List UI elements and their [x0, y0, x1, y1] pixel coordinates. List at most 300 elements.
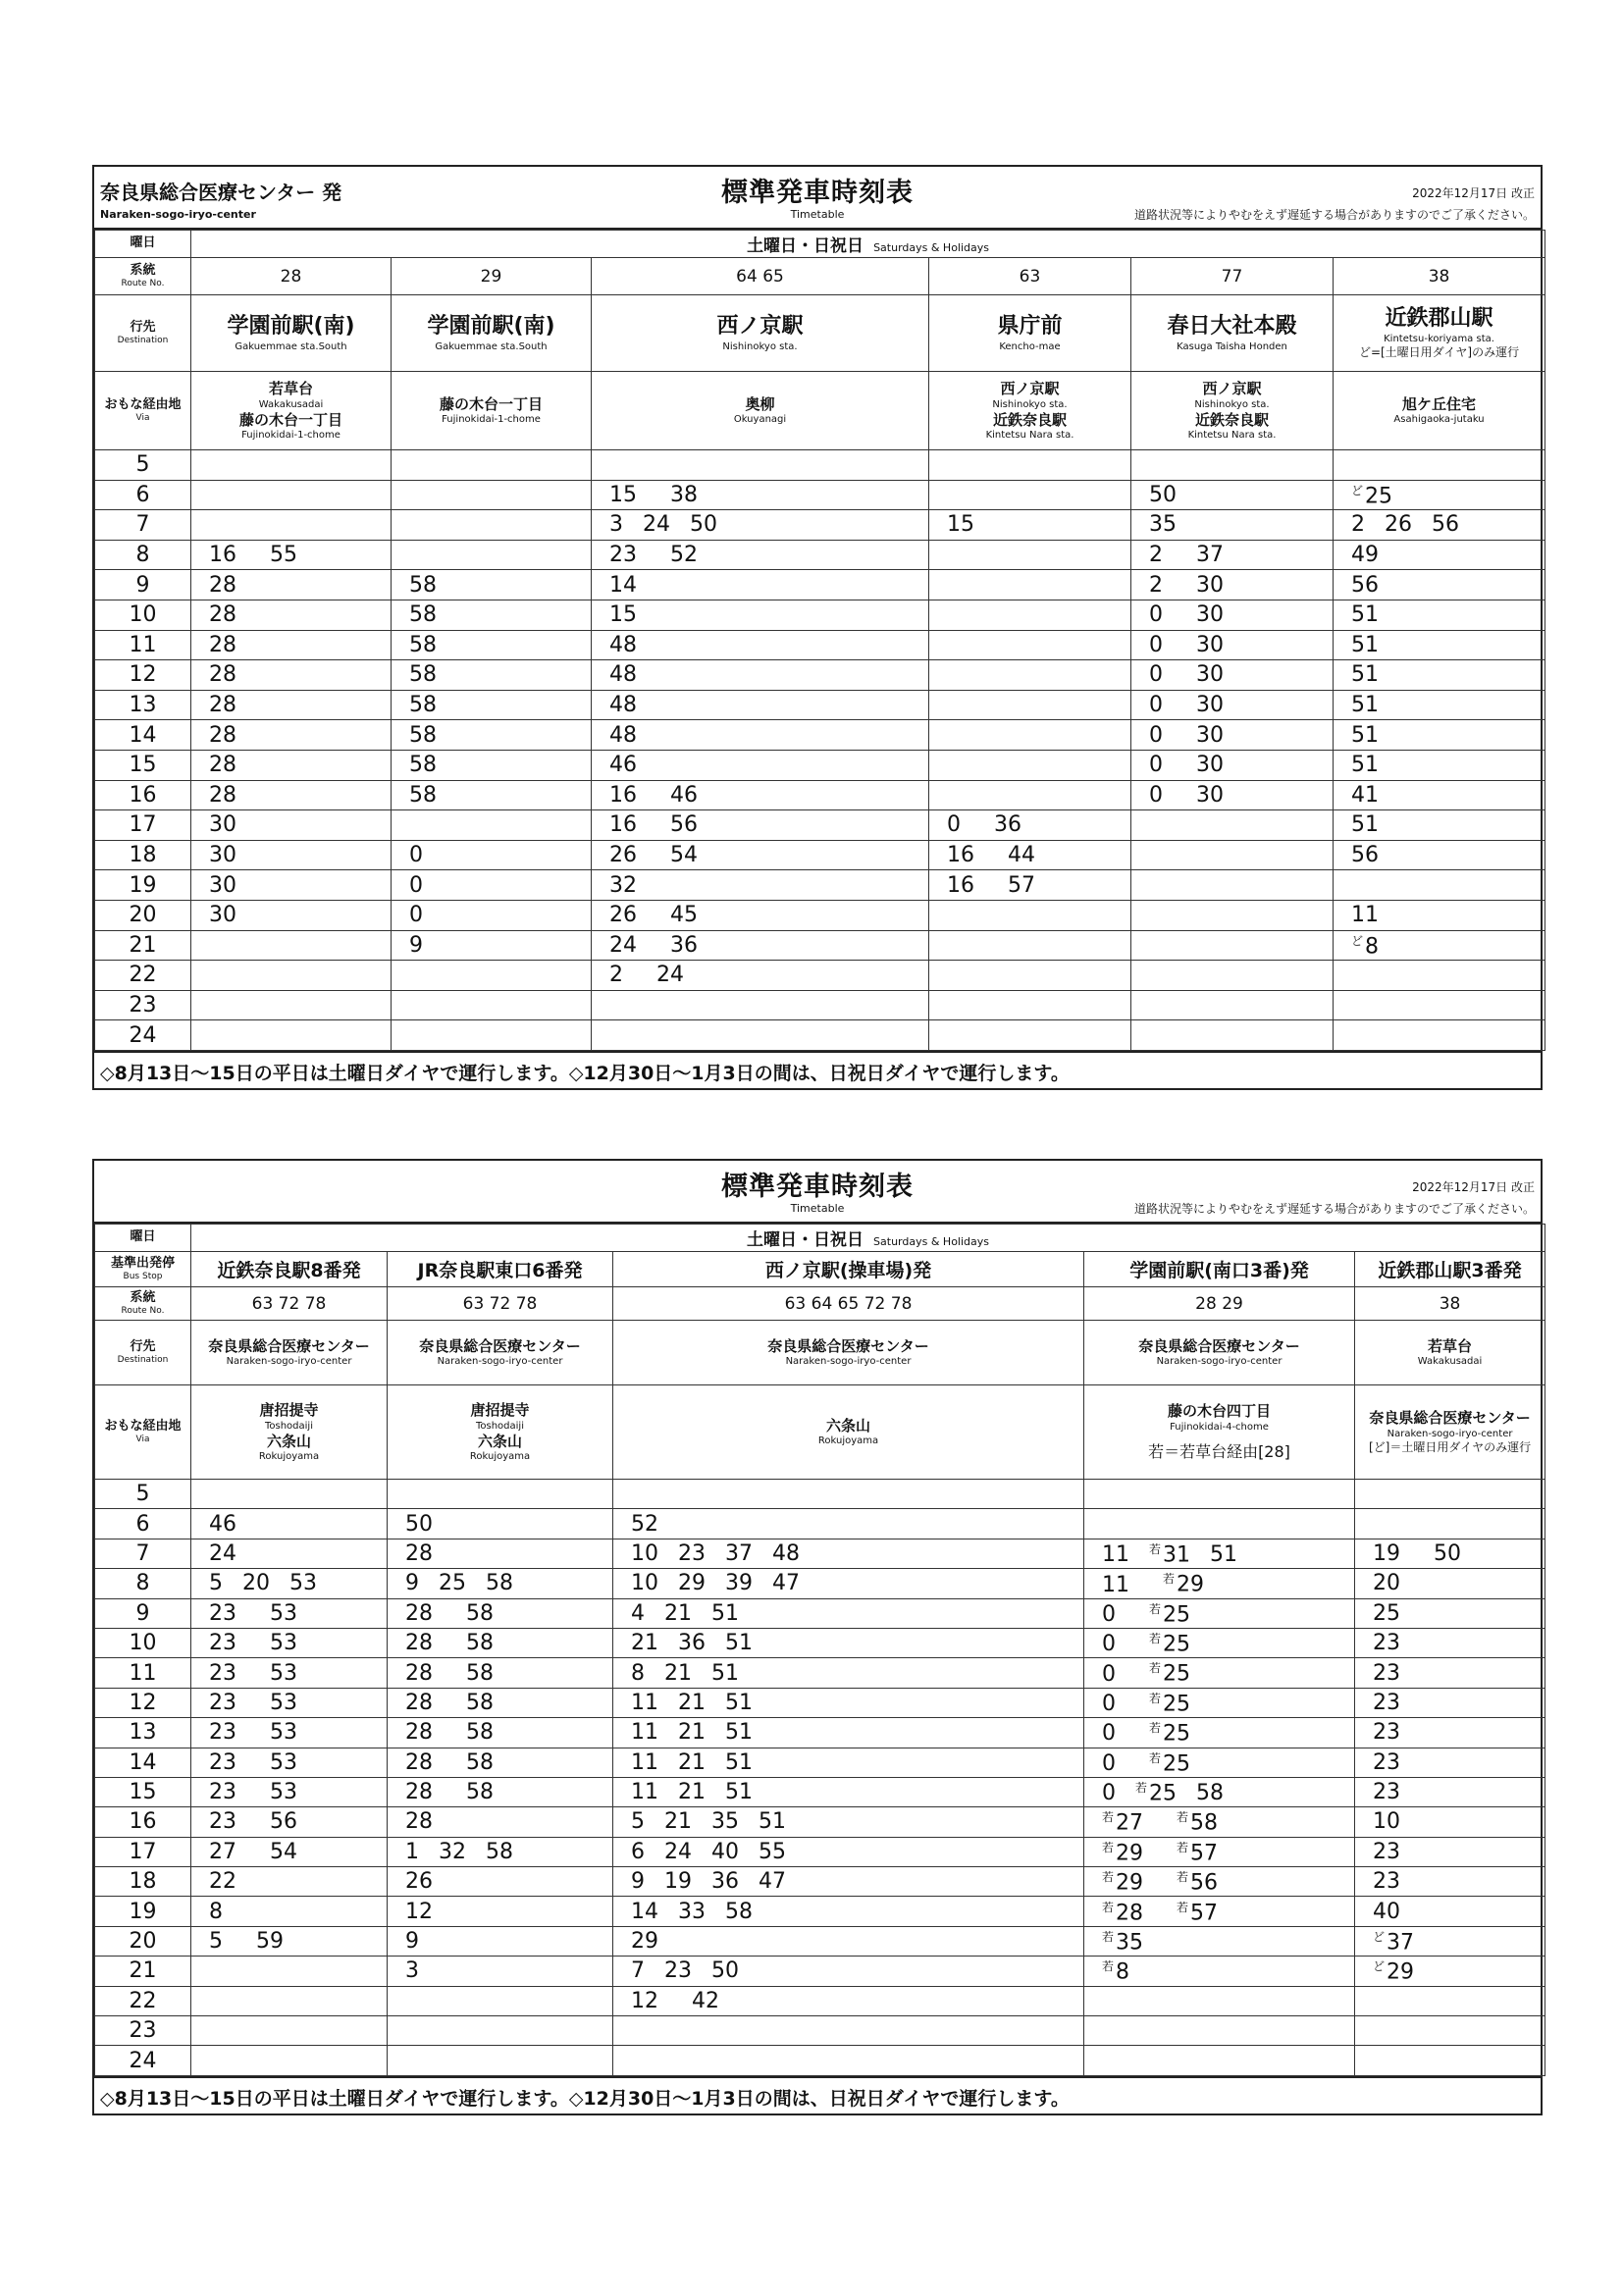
departure-minute: 2 [609, 963, 623, 988]
departure-cell [392, 630, 592, 660]
departure-minute: 58 [466, 1780, 494, 1805]
via-stop-en: Nishinokyo sta. [992, 398, 1068, 410]
departure-minute: 28 [405, 1600, 433, 1626]
departure-cell [388, 1569, 613, 1598]
via-stop-en: Toshodaiji [475, 1420, 524, 1432]
departure-minute: 0 [1102, 1661, 1116, 1687]
via-stop-en: Toshodaiji [264, 1420, 313, 1432]
departure-cell [191, 1807, 388, 1837]
departure-cell [191, 720, 392, 751]
departure-minute: 21 [678, 1720, 706, 1746]
day-type-en: Saturdays & Holidays [873, 1235, 989, 1248]
destination-jp: 県庁前 [997, 314, 1063, 339]
departure-minute [1102, 1957, 1129, 1984]
departure-minute: 30 [1196, 753, 1224, 778]
departure-cell [929, 780, 1131, 810]
timetable-panel-2 [92, 1159, 1543, 2115]
departure-minute: 46 [209, 1511, 236, 1537]
departure-minute: 52 [631, 1511, 658, 1537]
departure-minute: 24 [643, 512, 670, 538]
departure-minute: 9 [405, 1571, 419, 1596]
route-number: 63 64 65 72 78 [613, 1287, 1084, 1321]
departure-cell [388, 1539, 613, 1568]
destination-cell [613, 1321, 1084, 1385]
departure-minute [1149, 1630, 1190, 1656]
destination-jp: 奈良県総合医療センター [208, 1336, 370, 1355]
departure-cell [392, 480, 592, 510]
departure-minute [1102, 1868, 1143, 1895]
hour-row [95, 1718, 1545, 1748]
departure-minute: 40 [1373, 1899, 1400, 1924]
hour-row [95, 1658, 1545, 1688]
hour-label: 19 [95, 870, 191, 901]
departure-cell [592, 750, 929, 780]
bus-stop-name: 近鉄郡山駅3番発 [1355, 1252, 1545, 1287]
departure-minute: 19 [1373, 1540, 1400, 1566]
departure-minute: 23 [209, 1780, 236, 1805]
departure-minute: 23 [1373, 1720, 1400, 1746]
row-label [95, 1287, 191, 1321]
footer-note: ◇8月13日～15日の平日は土曜日ダイヤで運行します。◇12月30日～1月3日の間は、日祝日ダイヤで運行します。 [94, 1051, 1541, 1088]
route-number: 64 65 [592, 258, 929, 295]
hour-label: 24 [95, 2046, 191, 2075]
departure-cell [929, 480, 1131, 510]
departure-cell [392, 900, 592, 930]
departure-cell [1355, 1480, 1545, 1509]
departure-minute: 51 [725, 1780, 753, 1805]
hour-label: 15 [95, 750, 191, 780]
minute-value: 37 [1387, 1930, 1415, 1956]
departure-cell [613, 1569, 1084, 1598]
via-stop-en: Rokujoyama [469, 1451, 531, 1463]
service-mark: 若 [1177, 1840, 1189, 1854]
departure-minute: 28 [405, 1631, 433, 1656]
departure-minute: 51 [725, 1631, 753, 1656]
departure-cell [1131, 780, 1334, 810]
departure-minute: 59 [256, 1929, 284, 1955]
departure-cell [1131, 810, 1334, 841]
departure-minute: 30 [209, 843, 236, 868]
departure-minute: 30 [209, 903, 236, 928]
service-mark: 若 [1177, 1900, 1189, 1914]
departure-minute: 8 [631, 1660, 645, 1686]
route-number: 28 [191, 258, 392, 295]
departure-minute: 28 [209, 693, 236, 718]
departure-cell [613, 1658, 1084, 1688]
departure-minute: 30 [1196, 782, 1224, 808]
departure-cell [1334, 840, 1545, 870]
departure-minute [1149, 1749, 1190, 1776]
departure-cell [392, 840, 592, 870]
minute-value: 31 [1163, 1542, 1191, 1568]
departure-minute: 30 [1196, 572, 1224, 598]
departure-minute: 0 [1102, 1721, 1116, 1747]
departure-cell [592, 900, 929, 930]
departure-minute: 24 [664, 1839, 692, 1864]
departure-minute: 0 [409, 903, 423, 928]
departure-minute: 58 [409, 632, 437, 657]
departure-cell [1334, 720, 1545, 751]
departure-minute: 26 [609, 903, 637, 928]
destination-en: Kencho-mae [999, 340, 1061, 352]
departure-minute: 28 [405, 1809, 433, 1835]
route-number: 63 72 78 [191, 1287, 388, 1321]
departure-cell [592, 630, 929, 660]
via-cell [1355, 1385, 1545, 1480]
row-label-jp: おもな経由地 [104, 396, 182, 412]
departure-minute: 23 [1373, 1690, 1400, 1715]
day-type: 土曜日・日祝日 [747, 236, 864, 256]
departure-cell [388, 1986, 613, 2015]
row-label [95, 1321, 191, 1385]
departure-cell [191, 1658, 388, 1688]
departure-minute [1373, 1957, 1414, 1984]
service-mark: ど [1373, 1929, 1386, 1944]
destination-en: Gakuemmae sta.South [235, 340, 347, 352]
service-mark: 若 [1149, 1691, 1162, 1705]
timetable-panel-1 [92, 165, 1543, 1090]
departure-cell [392, 570, 592, 600]
via-stop-jp: 唐招提寺 [259, 1400, 319, 1419]
departure-minute: 23 [1373, 1749, 1400, 1775]
departure-minute [1177, 1839, 1218, 1865]
departure-cell [1355, 1837, 1545, 1866]
departure-cell [1131, 450, 1334, 481]
hour-row [95, 870, 1545, 901]
row-label-en: Destination [117, 1354, 169, 1365]
departure-cell [592, 660, 929, 691]
departure-minute: 9 [409, 932, 423, 958]
departure-minute: 28 [405, 1720, 433, 1746]
departure-cell [191, 690, 392, 720]
delay-note: 道路状況等によりやむをえず遅延する場合がありますのでご了承ください。 [1133, 208, 1535, 222]
departure-cell [191, 1628, 388, 1657]
departure-cell [592, 720, 929, 751]
hour-row [95, 990, 1545, 1020]
via-cell [1084, 1385, 1355, 1480]
via-stop-jp: 六条山 [477, 1432, 522, 1450]
minute-value: 28 [1116, 1900, 1144, 1925]
departure-cell [191, 540, 392, 570]
departure-minute: 56 [670, 812, 698, 838]
departure-cell [592, 540, 929, 570]
departure-minute: 51 [711, 1600, 739, 1626]
departure-minute: 33 [678, 1899, 706, 1924]
departure-cell [592, 1020, 929, 1051]
hour-row [95, 510, 1545, 541]
bus-stop-row [95, 1252, 1545, 1287]
hour-label: 18 [95, 1867, 191, 1897]
hour-label: 7 [95, 510, 191, 541]
departure-minute: 57 [1008, 872, 1035, 898]
destination-en: Nishinokyo sta. [722, 340, 798, 352]
hour-row [95, 1986, 1545, 2015]
hour-row [95, 1867, 1545, 1897]
departure-cell [1131, 1020, 1334, 1051]
minute-value: 29 [1387, 1959, 1415, 1985]
departure-minute: 48 [609, 693, 637, 718]
departure-minute [1149, 1540, 1190, 1567]
hour-row [95, 840, 1545, 870]
hour-label: 20 [95, 900, 191, 930]
departure-minute: 58 [725, 1899, 753, 1924]
hour-row [95, 2046, 1545, 2075]
departure-cell [191, 660, 392, 691]
departure-cell [613, 1480, 1084, 1509]
departure-minute: 2 [1149, 543, 1163, 568]
service-mark: 若 [1102, 1900, 1115, 1914]
departure-minute: 21 [664, 1600, 692, 1626]
departure-cell [191, 570, 392, 600]
departure-minute: 53 [270, 1780, 297, 1805]
timetable-title-en: Timetable [790, 1202, 845, 1215]
departure-cell [592, 480, 929, 510]
destination-cell [1355, 1321, 1545, 1385]
route-number: 38 [1334, 258, 1545, 295]
departure-minute: 21 [678, 1690, 706, 1715]
departure-cell [392, 780, 592, 810]
departure-cell [1084, 1986, 1355, 2015]
departure-minute [1351, 932, 1379, 959]
via-stop-en: Rokujoyama [258, 1451, 320, 1463]
departure-cell [191, 630, 392, 660]
departure-cell [392, 510, 592, 541]
hour-label: 22 [95, 1986, 191, 2015]
departure-cell [1334, 1020, 1545, 1051]
departure-minute: 25 [1373, 1600, 1400, 1626]
departure-cell [1084, 1837, 1355, 1866]
hour-label: 21 [95, 1957, 191, 1986]
hour-label: 5 [95, 450, 191, 481]
departure-cell [613, 1986, 1084, 2015]
departure-minute: 56 [1432, 512, 1459, 538]
via-note: [ど]＝土曜日用ダイヤのみ運行 [1368, 1439, 1532, 1454]
departure-minute: 48 [609, 662, 637, 688]
departure-minute: 1 [405, 1839, 419, 1864]
departure-cell [1131, 750, 1334, 780]
origin-title: 奈良県総合医療センター 発 [100, 181, 342, 204]
departure-minute: 45 [670, 903, 698, 928]
destination-en: Kintetsu-koriyama sta. [1384, 333, 1494, 344]
bus-stop-name: 近鉄奈良駅8番発 [191, 1252, 388, 1287]
hour-row [95, 1480, 1545, 1509]
hour-row [95, 600, 1545, 630]
departure-cell [1334, 450, 1545, 481]
departure-cell [1334, 510, 1545, 541]
departure-cell [1355, 1867, 1545, 1897]
departure-minute: 0 [409, 843, 423, 868]
hour-row [95, 690, 1545, 720]
row-label-en: Bus Stop [123, 1271, 163, 1281]
hour-row [95, 660, 1545, 691]
departure-cell [1084, 1628, 1355, 1657]
departure-cell [191, 1986, 388, 2015]
departure-cell [1334, 961, 1545, 991]
departure-minute: 0 [947, 812, 961, 838]
hour-label: 23 [95, 990, 191, 1020]
departure-minute: 5 [209, 1929, 223, 1955]
hour-row [95, 1020, 1545, 1051]
departure-cell [1355, 2046, 1545, 2075]
day-type: 土曜日・日祝日 [747, 1230, 864, 1250]
hour-label: 16 [95, 780, 191, 810]
hour-label: 12 [95, 660, 191, 691]
hour-label: 24 [95, 1020, 191, 1051]
via-stop-jp: 六条山 [266, 1432, 311, 1450]
departure-cell [388, 1807, 613, 1837]
departure-minute: 0 [1102, 1632, 1116, 1657]
departure-minute: 21 [631, 1631, 658, 1656]
hour-row [95, 1688, 1545, 1717]
departure-minute: 30 [209, 872, 236, 898]
departure-minute: 46 [670, 782, 698, 808]
departure-cell [1084, 2016, 1355, 2046]
minute-value: 25 [1365, 484, 1393, 509]
departure-cell [929, 810, 1131, 841]
timetable-table [94, 230, 1545, 1051]
departure-minute: 23 [209, 1690, 236, 1715]
row-label [95, 295, 191, 372]
hour-label: 13 [95, 1718, 191, 1748]
departure-cell [592, 570, 929, 600]
departure-minute: 52 [670, 543, 698, 568]
via-stop-en: Fujinokidai-1-chome [442, 414, 541, 426]
service-mark: 若 [1177, 1870, 1189, 1885]
departure-minute: 58 [466, 1660, 494, 1686]
departure-cell [613, 1598, 1084, 1628]
departure-minute: 28 [405, 1780, 433, 1805]
departure-cell [191, 900, 392, 930]
destination-cell [1131, 295, 1334, 372]
via-note: 若＝若草台経由[28] [1148, 1441, 1290, 1461]
hour-row [95, 1897, 1545, 1926]
departure-minute: 0 [1149, 662, 1163, 688]
destination-cell [191, 295, 392, 372]
departure-cell [191, 450, 392, 481]
minute-value: 29 [1177, 1572, 1205, 1597]
departure-cell [392, 750, 592, 780]
departure-cell [592, 990, 929, 1020]
departure-minute: 58 [466, 1749, 494, 1775]
departure-cell [191, 1926, 388, 1956]
hour-label: 13 [95, 690, 191, 720]
departure-cell [1084, 1598, 1355, 1628]
departure-cell [613, 1628, 1084, 1657]
hour-row [95, 1957, 1545, 1986]
departure-cell [392, 450, 592, 481]
departure-minute: 58 [466, 1631, 494, 1656]
hour-label: 9 [95, 570, 191, 600]
departure-minute: 56 [1351, 572, 1379, 598]
departure-minute: 15 [609, 482, 637, 507]
destination-cell [388, 1321, 613, 1385]
departure-cell [613, 1957, 1084, 1986]
departure-minute: 23 [209, 1809, 236, 1835]
minute-value: 25 [1163, 1601, 1191, 1627]
departure-cell [929, 900, 1131, 930]
departure-minute: 7 [631, 1958, 645, 1984]
hour-row [95, 1569, 1545, 1598]
departure-minute: 14 [609, 572, 637, 598]
hour-label: 17 [95, 1837, 191, 1866]
departure-cell [929, 840, 1131, 870]
departure-cell [1131, 990, 1334, 1020]
departure-minute: 4 [631, 1600, 645, 1626]
departure-minute: 50 [711, 1958, 739, 1984]
departure-cell [191, 1897, 388, 1926]
departure-minute: 28 [405, 1540, 433, 1566]
departure-cell [1131, 480, 1334, 510]
departure-minute: 11 [1102, 1542, 1129, 1568]
departure-minute: 39 [725, 1571, 753, 1596]
hour-label: 14 [95, 720, 191, 751]
via-stop-jp: 藤の木台四丁目 [1167, 1402, 1271, 1421]
departure-minute: 30 [1196, 693, 1224, 718]
timetable-title: 標準発車時刻表 [721, 178, 914, 208]
departure-minute: 3 [405, 1958, 419, 1984]
departure-minute: 12 [405, 1899, 433, 1924]
departure-minute: 20 [1373, 1571, 1400, 1596]
departure-cell [191, 480, 392, 510]
departure-minute: 50 [1434, 1540, 1461, 1566]
departure-cell [392, 690, 592, 720]
departure-cell [392, 540, 592, 570]
departure-minute: 15 [947, 512, 974, 538]
departure-cell [1084, 2046, 1355, 2075]
destination-en: Kasuga Taisha Honden [1177, 340, 1287, 352]
hour-row [95, 750, 1545, 780]
via-stop-en: Nishinokyo sta. [1194, 398, 1270, 410]
departure-cell [929, 570, 1131, 600]
departure-cell [1131, 540, 1334, 570]
minute-value: 25 [1163, 1692, 1191, 1717]
departure-minute: 41 [1351, 782, 1379, 808]
departure-cell [613, 1688, 1084, 1717]
departure-minute: 51 [711, 1660, 739, 1686]
destination-cell [592, 295, 929, 372]
route-number: 28 29 [1084, 1287, 1355, 1321]
departure-cell [388, 2016, 613, 2046]
departure-cell [191, 961, 392, 991]
departure-minute: 2 [1351, 512, 1365, 538]
hour-label: 7 [95, 1539, 191, 1568]
hour-label: 10 [95, 1628, 191, 1657]
departure-cell [191, 1569, 388, 1598]
departure-cell [1334, 780, 1545, 810]
departure-minute: 37 [725, 1540, 753, 1566]
departure-cell [929, 750, 1131, 780]
departure-cell [388, 1748, 613, 1777]
departure-cell [191, 1480, 388, 1509]
day-type-cell [191, 1225, 1545, 1252]
departure-minute: 38 [670, 482, 698, 507]
departure-minute: 0 [1102, 1601, 1116, 1627]
departure-minute: 10 [631, 1571, 658, 1596]
departure-minute: 14 [631, 1899, 658, 1924]
departure-minute: 24 [609, 932, 637, 958]
departure-cell [929, 630, 1131, 660]
departure-cell [1334, 600, 1545, 630]
departure-minute: 26 [405, 1869, 433, 1895]
departure-minute [1149, 1690, 1190, 1716]
departure-minute [1102, 1839, 1143, 1865]
hour-label: 15 [95, 1777, 191, 1806]
departure-cell [929, 510, 1131, 541]
via-stop-jp: 西ノ京駅 [1202, 379, 1262, 397]
departure-cell [929, 450, 1131, 481]
service-mark: 若 [1149, 1750, 1162, 1765]
service-mark: ど [1373, 1959, 1386, 1974]
